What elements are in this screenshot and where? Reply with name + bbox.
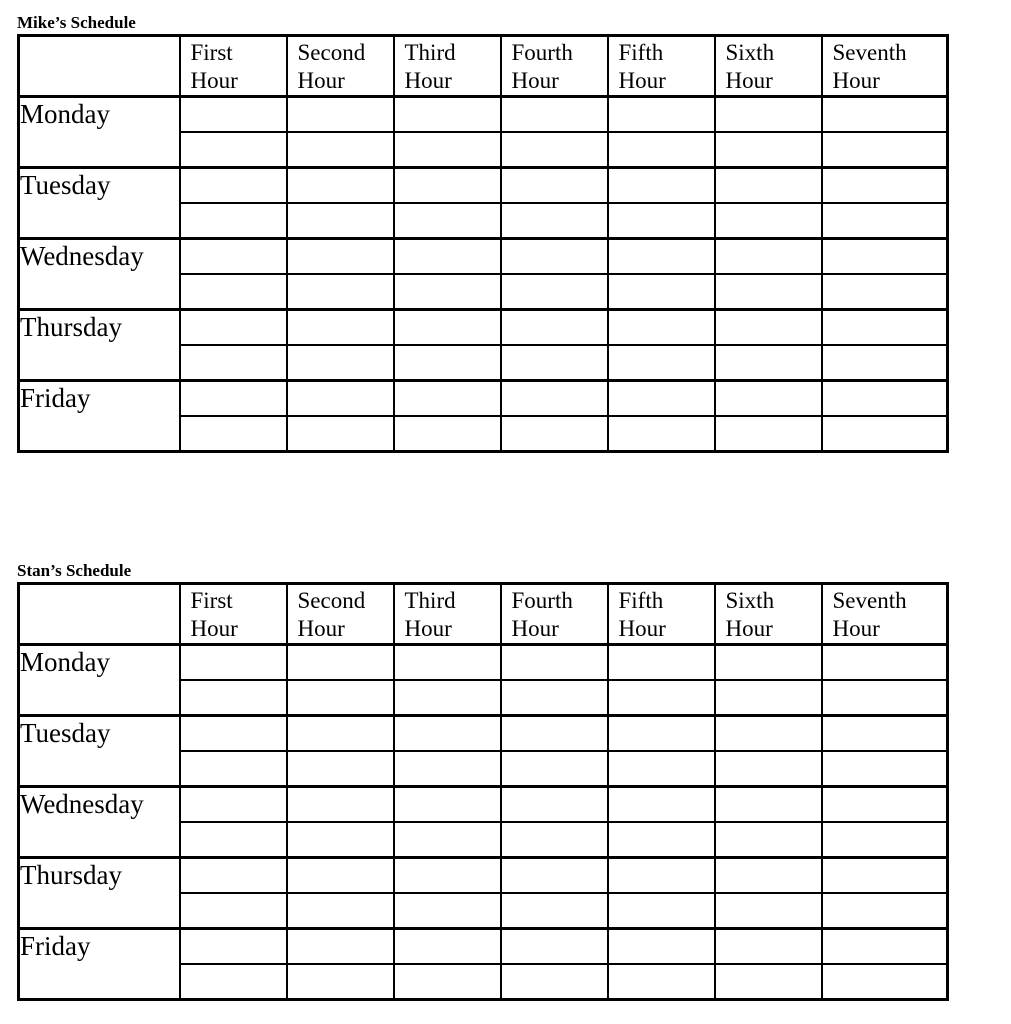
schedule-slot[interactable] — [180, 645, 287, 681]
schedule-slot[interactable] — [501, 645, 608, 681]
schedule-slot[interactable] — [501, 929, 608, 965]
hour-header: Third Hour — [394, 584, 501, 645]
schedule-slot[interactable] — [608, 858, 715, 894]
schedule-slot[interactable] — [394, 893, 501, 929]
schedule-slot[interactable] — [394, 345, 501, 381]
schedule-slot[interactable] — [180, 310, 287, 346]
hour-header: Seventh Hour — [822, 36, 948, 97]
corner-cell — [19, 36, 180, 97]
schedule-slot[interactable] — [822, 97, 948, 133]
schedule-slot[interactable] — [180, 822, 287, 858]
schedule-slot[interactable] — [287, 132, 394, 168]
schedule-table — [17, 34, 949, 453]
schedule-slot[interactable] — [822, 168, 948, 204]
schedule-slot[interactable] — [822, 345, 948, 381]
schedule-slot[interactable] — [287, 645, 394, 681]
day-row — [19, 858, 948, 894]
schedule-slot[interactable] — [287, 858, 394, 894]
schedule-slot[interactable] — [501, 381, 608, 417]
schedule-slot[interactable] — [608, 132, 715, 168]
schedule-slot[interactable] — [822, 416, 948, 452]
schedule-slot[interactable] — [608, 645, 715, 681]
schedule-slot[interactable] — [608, 310, 715, 346]
schedule-slot[interactable] — [394, 203, 501, 239]
day-row — [19, 929, 948, 965]
schedule-slot[interactable] — [822, 964, 948, 1000]
schedule-mike — [17, 12, 949, 453]
day-label: Tuesday — [19, 716, 180, 787]
schedule-slot[interactable] — [822, 239, 948, 275]
schedule-slot[interactable] — [608, 680, 715, 716]
day-row — [19, 168, 948, 204]
schedule-slot[interactable] — [287, 97, 394, 133]
schedule-slot[interactable] — [287, 310, 394, 346]
day-row — [19, 716, 948, 752]
schedule-slot[interactable] — [180, 929, 287, 965]
hour-header: Fifth Hour — [608, 584, 715, 645]
schedule-slot[interactable] — [180, 858, 287, 894]
schedule-slot[interactable] — [822, 203, 948, 239]
day-label: Monday — [19, 97, 180, 168]
hour-header: Second Hour — [287, 584, 394, 645]
schedule-slot[interactable] — [394, 787, 501, 823]
schedule-slot[interactable] — [501, 716, 608, 752]
day-rows — [19, 645, 948, 1000]
schedule-slot[interactable] — [608, 381, 715, 417]
schedule-slot[interactable] — [822, 680, 948, 716]
schedule-slot[interactable] — [501, 416, 608, 452]
schedule-slot[interactable] — [180, 274, 287, 310]
day-label: Thursday — [19, 310, 180, 381]
schedule-slot[interactable] — [608, 716, 715, 752]
schedule-slot[interactable] — [715, 239, 822, 275]
schedule-slot[interactable] — [287, 381, 394, 417]
schedule-slot[interactable] — [394, 310, 501, 346]
hour-header: Fourth Hour — [501, 36, 608, 97]
schedule-slot[interactable] — [501, 132, 608, 168]
schedule-slot[interactable] — [180, 168, 287, 204]
schedule-slot[interactable] — [287, 168, 394, 204]
hour-header: Seventh Hour — [822, 584, 948, 645]
schedule-slot[interactable] — [715, 132, 822, 168]
schedule-slot[interactable] — [501, 310, 608, 346]
schedule-slot[interactable] — [822, 822, 948, 858]
schedule-slot[interactable] — [822, 310, 948, 346]
schedule-slot[interactable] — [394, 964, 501, 1000]
schedule-slot[interactable] — [822, 787, 948, 823]
schedule-slot[interactable] — [715, 274, 822, 310]
schedule-slot[interactable] — [822, 893, 948, 929]
day-rows — [19, 97, 948, 452]
day-label: Thursday — [19, 858, 180, 929]
schedule-slot[interactable] — [287, 751, 394, 787]
schedule-slot[interactable] — [822, 751, 948, 787]
day-row — [19, 645, 948, 681]
schedule-slot[interactable] — [180, 239, 287, 275]
schedule-slot[interactable] — [394, 274, 501, 310]
schedule-slot[interactable] — [394, 822, 501, 858]
schedule-slot[interactable] — [715, 168, 822, 204]
schedule-slot[interactable] — [822, 716, 948, 752]
hour-header: Sixth Hour — [715, 36, 822, 97]
schedule-slot[interactable] — [715, 97, 822, 133]
schedule-slot[interactable] — [287, 964, 394, 1000]
schedule-slot[interactable] — [822, 645, 948, 681]
schedule-slot[interactable] — [287, 893, 394, 929]
schedule-slot[interactable] — [608, 239, 715, 275]
schedule-slot[interactable] — [180, 964, 287, 1000]
schedule-slot[interactable] — [180, 345, 287, 381]
schedule-slot[interactable] — [501, 680, 608, 716]
schedule-slot[interactable] — [822, 929, 948, 965]
schedule-slot[interactable] — [287, 203, 394, 239]
schedule-slot[interactable] — [180, 716, 287, 752]
schedule-slot[interactable] — [715, 203, 822, 239]
hour-header: Sixth Hour — [715, 584, 822, 645]
schedule-slot[interactable] — [608, 964, 715, 1000]
schedule-slot[interactable] — [394, 645, 501, 681]
schedule-slot[interactable] — [822, 274, 948, 310]
schedule-slot[interactable] — [394, 716, 501, 752]
schedule-slot[interactable] — [287, 239, 394, 275]
schedule-slot[interactable] — [394, 751, 501, 787]
day-row — [19, 381, 948, 417]
schedule-slot[interactable] — [501, 964, 608, 1000]
header-row — [19, 36, 948, 97]
schedule-title: Stan’s Schedule — [17, 561, 132, 580]
schedule-slot[interactable] — [822, 858, 948, 894]
schedule-slot[interactable] — [501, 203, 608, 239]
schedule-slot[interactable] — [180, 893, 287, 929]
schedule-slot[interactable] — [608, 97, 715, 133]
schedule-slot[interactable] — [715, 645, 822, 681]
schedule-slot[interactable] — [715, 416, 822, 452]
schedule-slot[interactable] — [394, 858, 501, 894]
day-label: Friday — [19, 381, 180, 452]
schedule-slot[interactable] — [501, 751, 608, 787]
day-label: Friday — [19, 929, 180, 1000]
schedule-slot[interactable] — [180, 751, 287, 787]
schedule-slot[interactable] — [287, 345, 394, 381]
schedule-slot[interactable] — [715, 893, 822, 929]
schedule-slot[interactable] — [287, 680, 394, 716]
schedule-slot[interactable] — [608, 168, 715, 204]
schedule-slot[interactable] — [501, 168, 608, 204]
schedule-slot[interactable] — [715, 822, 822, 858]
schedule-slot[interactable] — [822, 132, 948, 168]
schedule-title: Mike’s Schedule — [17, 13, 136, 32]
schedule-slot[interactable] — [608, 822, 715, 858]
schedule-slot[interactable] — [394, 929, 501, 965]
schedule-slot[interactable] — [715, 345, 822, 381]
schedule-slot[interactable] — [608, 893, 715, 929]
schedule-slot[interactable] — [394, 416, 501, 452]
schedule-slot[interactable] — [394, 680, 501, 716]
schedule-slot[interactable] — [715, 787, 822, 823]
schedule-slot[interactable] — [715, 716, 822, 752]
schedule-slot[interactable] — [501, 274, 608, 310]
hour-header: Fifth Hour — [608, 36, 715, 97]
hour-header: Third Hour — [394, 36, 501, 97]
schedule-slot[interactable] — [715, 929, 822, 965]
day-label: Wednesday — [19, 787, 180, 858]
schedule-slot[interactable] — [394, 381, 501, 417]
day-label: Tuesday — [19, 168, 180, 239]
day-row — [19, 239, 948, 275]
day-label: Wednesday — [19, 239, 180, 310]
header-row — [19, 584, 948, 645]
hour-header: First Hour — [180, 584, 287, 645]
schedule-stan — [17, 560, 949, 1001]
hour-header: First Hour — [180, 36, 287, 97]
schedule-slot[interactable] — [608, 345, 715, 381]
schedule-slot[interactable] — [501, 345, 608, 381]
schedule-slot[interactable] — [180, 97, 287, 133]
schedule-slot[interactable] — [394, 97, 501, 133]
schedule-slot[interactable] — [287, 274, 394, 310]
day-label: Monday — [19, 645, 180, 716]
day-row — [19, 787, 948, 823]
schedule-slot[interactable] — [180, 416, 287, 452]
schedule-slot[interactable] — [180, 787, 287, 823]
corner-cell — [19, 584, 180, 645]
schedule-slot[interactable] — [501, 822, 608, 858]
schedule-table — [17, 582, 949, 1001]
schedule-slot[interactable] — [608, 787, 715, 823]
schedule-slot[interactable] — [715, 964, 822, 1000]
schedule-slot[interactable] — [287, 929, 394, 965]
schedule-slot[interactable] — [180, 680, 287, 716]
schedule-slot[interactable] — [715, 680, 822, 716]
schedule-slot[interactable] — [822, 381, 948, 417]
schedule-slot[interactable] — [715, 310, 822, 346]
schedule-slot[interactable] — [180, 132, 287, 168]
schedule-slot[interactable] — [501, 97, 608, 133]
schedule-slot[interactable] — [287, 716, 394, 752]
schedule-slot[interactable] — [608, 416, 715, 452]
hour-header: Fourth Hour — [501, 584, 608, 645]
schedule-slot[interactable] — [715, 751, 822, 787]
day-row — [19, 310, 948, 346]
schedule-slot[interactable] — [394, 168, 501, 204]
schedule-slot[interactable] — [608, 274, 715, 310]
schedule-slot[interactable] — [394, 239, 501, 275]
schedule-slot[interactable] — [180, 381, 287, 417]
schedule-slot[interactable] — [394, 132, 501, 168]
schedule-slot[interactable] — [501, 893, 608, 929]
schedule-slot[interactable] — [608, 929, 715, 965]
schedule-slot[interactable] — [608, 751, 715, 787]
schedule-slot[interactable] — [180, 203, 287, 239]
schedule-slot[interactable] — [501, 239, 608, 275]
schedule-slot[interactable] — [715, 381, 822, 417]
schedule-slot[interactable] — [501, 787, 608, 823]
schedule-slot[interactable] — [608, 203, 715, 239]
hour-header: Second Hour — [287, 36, 394, 97]
schedule-slot[interactable] — [287, 822, 394, 858]
day-row — [19, 97, 948, 133]
schedule-slot[interactable] — [501, 858, 608, 894]
schedule-slot[interactable] — [287, 416, 394, 452]
schedule-slot[interactable] — [715, 858, 822, 894]
schedule-slot[interactable] — [287, 787, 394, 823]
